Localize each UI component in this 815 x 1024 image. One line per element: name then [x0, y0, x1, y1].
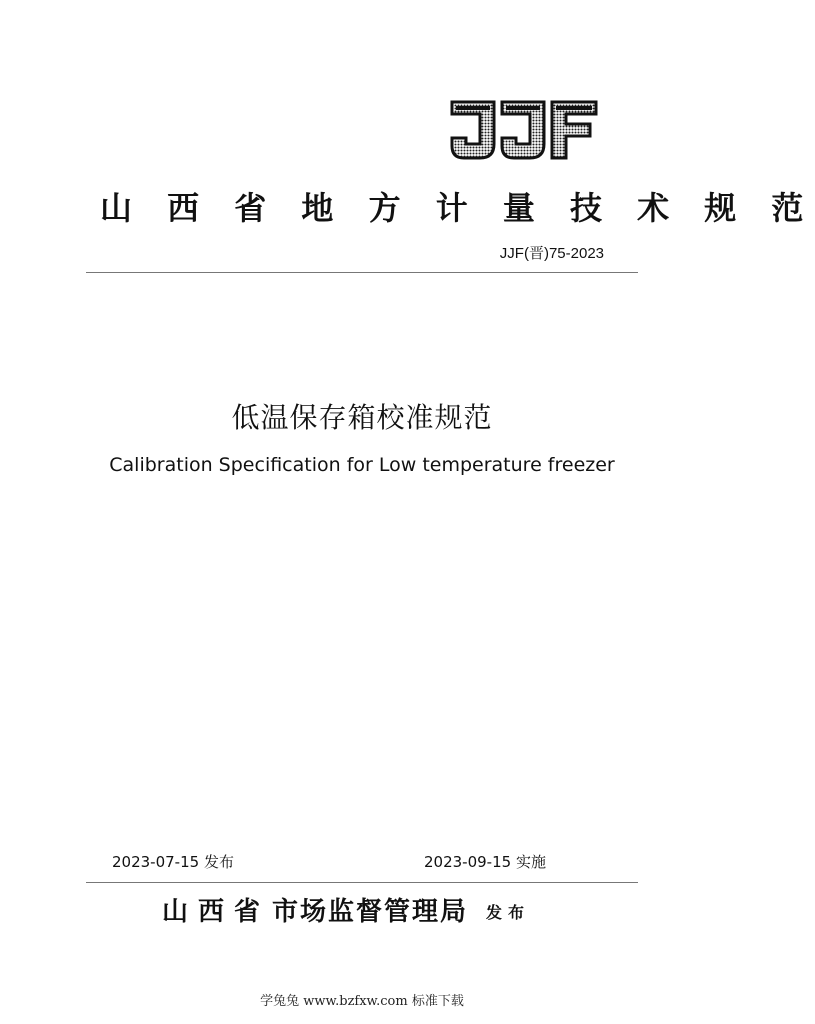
logo-letter-j1: [452, 102, 494, 158]
authority-name: 市场监督管理局: [272, 897, 469, 927]
issuing-authority: [162, 892, 530, 933]
authority-publish-label: 发布: [486, 903, 531, 922]
jjf-logo: [448, 98, 600, 162]
footer-divider: [86, 882, 638, 883]
download-watermark: 学兔兔 www.bzfxw.com 标准下载: [260, 994, 464, 1009]
authority-province: 山西省: [162, 897, 271, 927]
header-divider: [86, 272, 638, 273]
document-title-chinese: 低温保存箱校准规范: [231, 401, 493, 434]
document-title-english: Calibration Specification for Low temperature freezer: [109, 454, 615, 476]
issuer-title: 山 西 省 地 方 计 量 技 术 规 范: [100, 189, 815, 227]
logo-letter-j2: [502, 102, 544, 158]
issue-date: 2023-07-15 发布: [112, 853, 234, 871]
logo-letter-f: [552, 102, 596, 158]
implementation-date: 2023-09-15 实施: [424, 853, 546, 871]
standard-code: JJF(晋)75-2023: [499, 245, 604, 262]
